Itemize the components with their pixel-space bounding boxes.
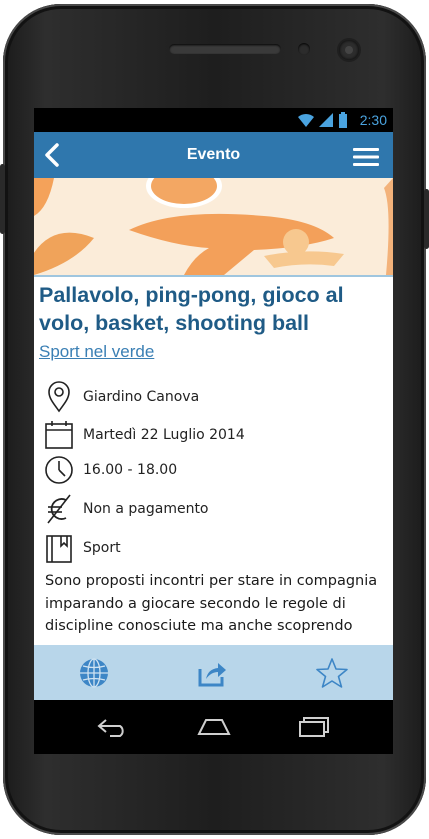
nav-back-icon[interactable]	[96, 714, 132, 738]
proximity-sensor	[298, 43, 310, 55]
hamburger-menu-icon[interactable]	[353, 147, 379, 167]
android-nav-bar	[34, 700, 393, 754]
bottom-toolbar	[34, 645, 393, 700]
no-euro-icon	[44, 493, 74, 525]
event-date-row	[44, 419, 384, 451]
battery-icon	[338, 112, 348, 128]
share-icon[interactable]	[196, 657, 228, 689]
phone-power-button	[424, 189, 429, 249]
status-time: 2:30	[359, 112, 387, 128]
front-camera	[339, 40, 359, 60]
event-description: Sono proposti incontri per stare in compagnia imparando a giocare secondo le regole di discipline conosciute ma anche scoprendo	[45, 573, 378, 634]
event-time-row	[44, 454, 384, 486]
event-location-row	[44, 381, 384, 413]
event-price-row	[44, 493, 384, 525]
book-bookmark-icon	[44, 532, 74, 564]
event-category-link[interactable]: Sport nel verde	[39, 342, 155, 361]
event-type-row	[44, 532, 384, 564]
location-pin-icon	[44, 381, 74, 413]
screen	[34, 108, 393, 700]
globe-icon[interactable]	[78, 657, 110, 689]
phone-side-button	[0, 164, 5, 234]
event-title: Pallavolo, ping-pong, gioco al volo, basket, shooting ball	[39, 283, 344, 335]
event-time: 16.00 - 18.00	[83, 462, 178, 478]
wifi-icon	[296, 112, 316, 128]
event-banner-image	[34, 178, 393, 277]
event-type: Sport	[83, 540, 121, 556]
action-bar	[34, 132, 393, 178]
star-icon[interactable]	[316, 657, 348, 689]
nav-recent-apps-icon[interactable]	[296, 714, 332, 738]
clock-icon	[44, 454, 74, 486]
event-price: Non a pagamento	[83, 501, 209, 517]
signal-icon	[318, 112, 334, 128]
page-title: Evento	[186, 146, 241, 163]
status-bar	[34, 108, 393, 132]
calendar-icon	[44, 419, 74, 451]
nav-home-icon[interactable]	[196, 714, 232, 738]
event-date: Martedì 22 Luglio 2014	[83, 427, 245, 443]
earpiece-speaker	[169, 44, 281, 54]
event-location: Giardino Canova	[83, 389, 200, 405]
